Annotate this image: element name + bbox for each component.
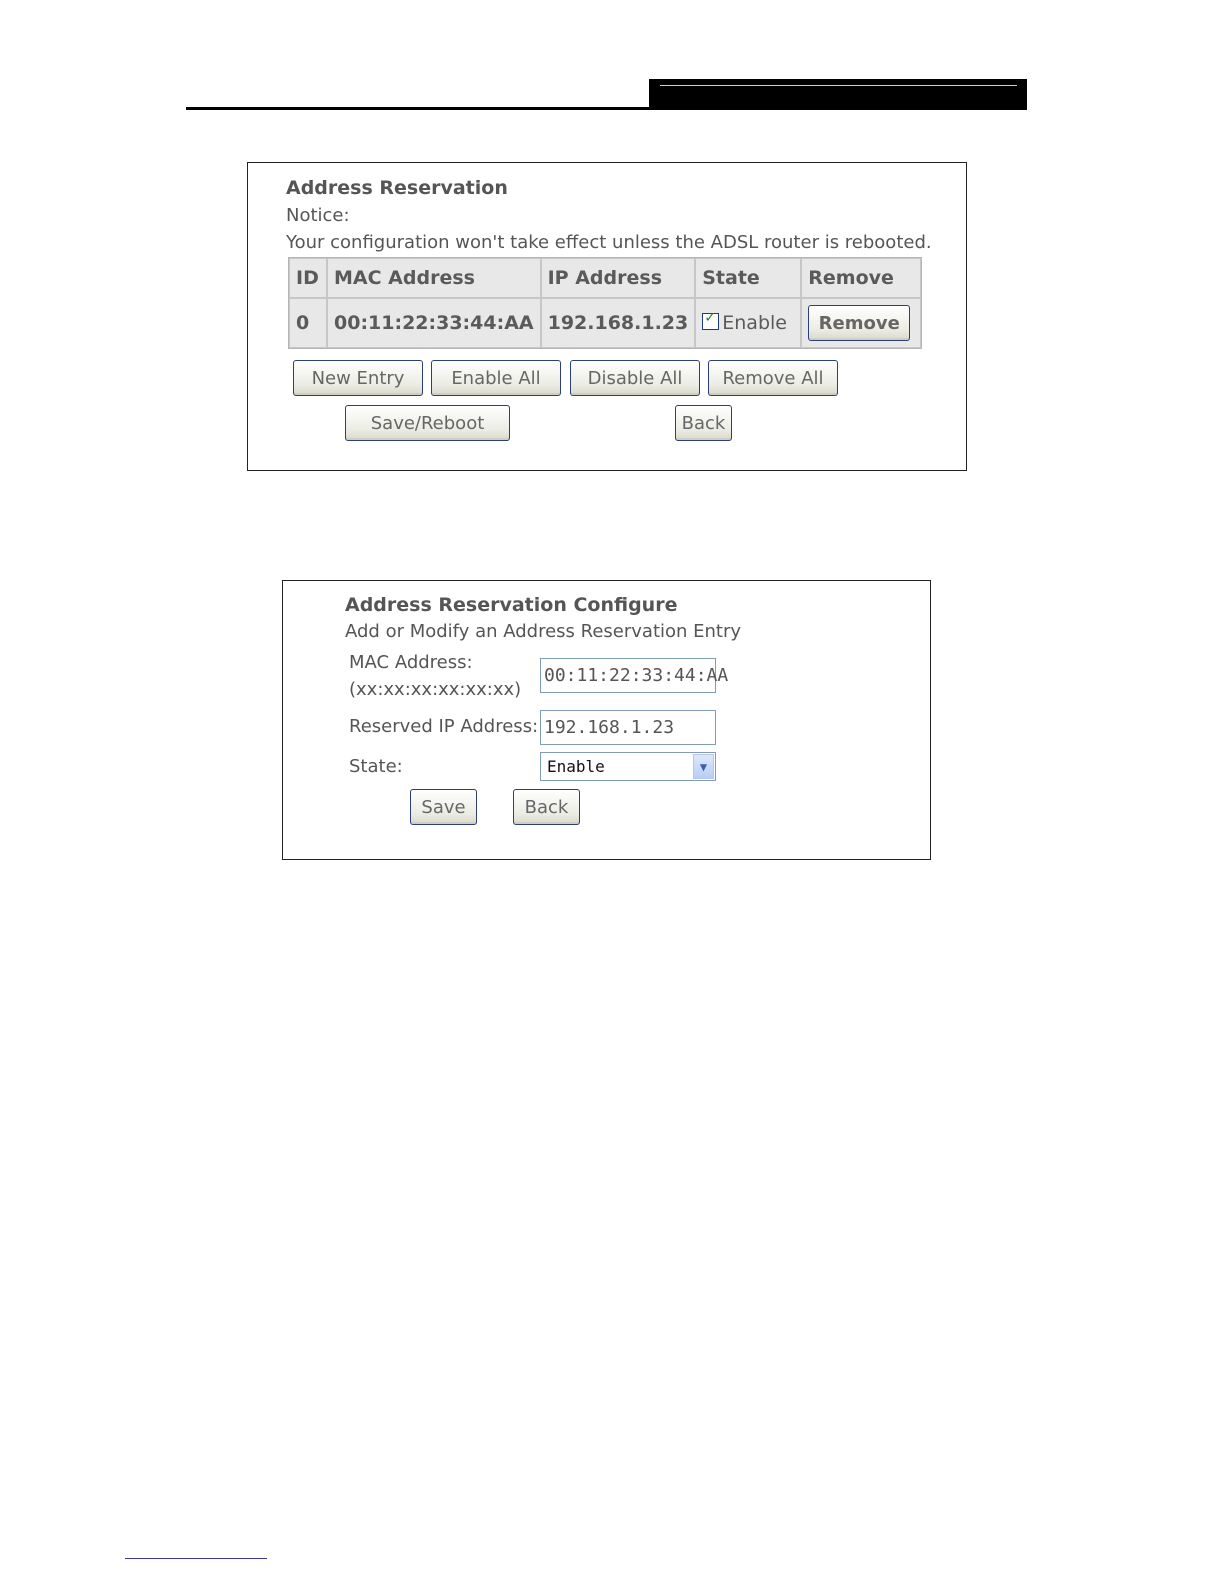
footer-link-rule [125, 1558, 267, 1559]
save-button[interactable]: Save [410, 789, 477, 825]
new-entry-button[interactable]: New Entry [293, 360, 423, 396]
state-label: State: [349, 756, 403, 777]
state-select-value: Enable [547, 757, 605, 776]
row-ip: 192.168.1.23 [541, 298, 696, 348]
state-label: Enable [722, 312, 787, 334]
enable-all-button[interactable]: Enable All [431, 360, 561, 396]
reserved-ip-field[interactable]: 192.168.1.23 [540, 710, 716, 745]
header-block [649, 79, 1027, 110]
remove-all-button[interactable]: Remove All [708, 360, 838, 396]
disable-all-button[interactable]: Disable All [570, 360, 700, 396]
row-state [695, 298, 801, 348]
configure-title: Address Reservation Configure [345, 594, 678, 616]
checkmark-icon: ✓ [704, 310, 716, 326]
row-id: 0 [289, 298, 327, 348]
row-remove-cell [801, 298, 921, 348]
mac-address-format: (xx:xx:xx:xx:xx:xx) [349, 679, 522, 700]
state-checkbox[interactable] [702, 310, 719, 330]
remove-button[interactable]: Remove [808, 305, 910, 341]
configure-subtitle: Add or Modify an Address Reservation Entry [345, 621, 742, 642]
chevron-down-icon[interactable]: ▼ [693, 754, 714, 779]
column-header-state: State [695, 258, 801, 298]
reservation-table [288, 257, 922, 349]
notice-label: Notice: [286, 205, 350, 226]
table-header-row [289, 258, 921, 298]
save-reboot-button[interactable]: Save/Reboot [345, 405, 510, 441]
column-header-ip: IP Address [541, 258, 696, 298]
address-reservation-panel [247, 162, 967, 471]
column-header-remove: Remove [801, 258, 921, 298]
state-select[interactable] [540, 752, 716, 781]
reserved-ip-label: Reserved IP Address: [349, 716, 539, 737]
row-mac: 00:11:22:33:44:AA [327, 298, 541, 348]
back-button[interactable]: Back [675, 405, 732, 441]
configure-back-button[interactable]: Back [513, 789, 580, 825]
column-header-id: ID [289, 258, 327, 298]
notice-text: Your configuration won't take effect unless the ADSL router is rebooted. [286, 232, 932, 253]
page-title: Address Reservation [286, 177, 508, 199]
address-reservation-configure-panel [282, 580, 931, 860]
table-row [289, 298, 921, 348]
mac-address-label: MAC Address: [349, 652, 473, 673]
header-block-line [660, 85, 1017, 86]
mac-address-field[interactable]: 00:11:22:33:44:AA [540, 658, 716, 693]
column-header-mac: MAC Address [327, 258, 541, 298]
